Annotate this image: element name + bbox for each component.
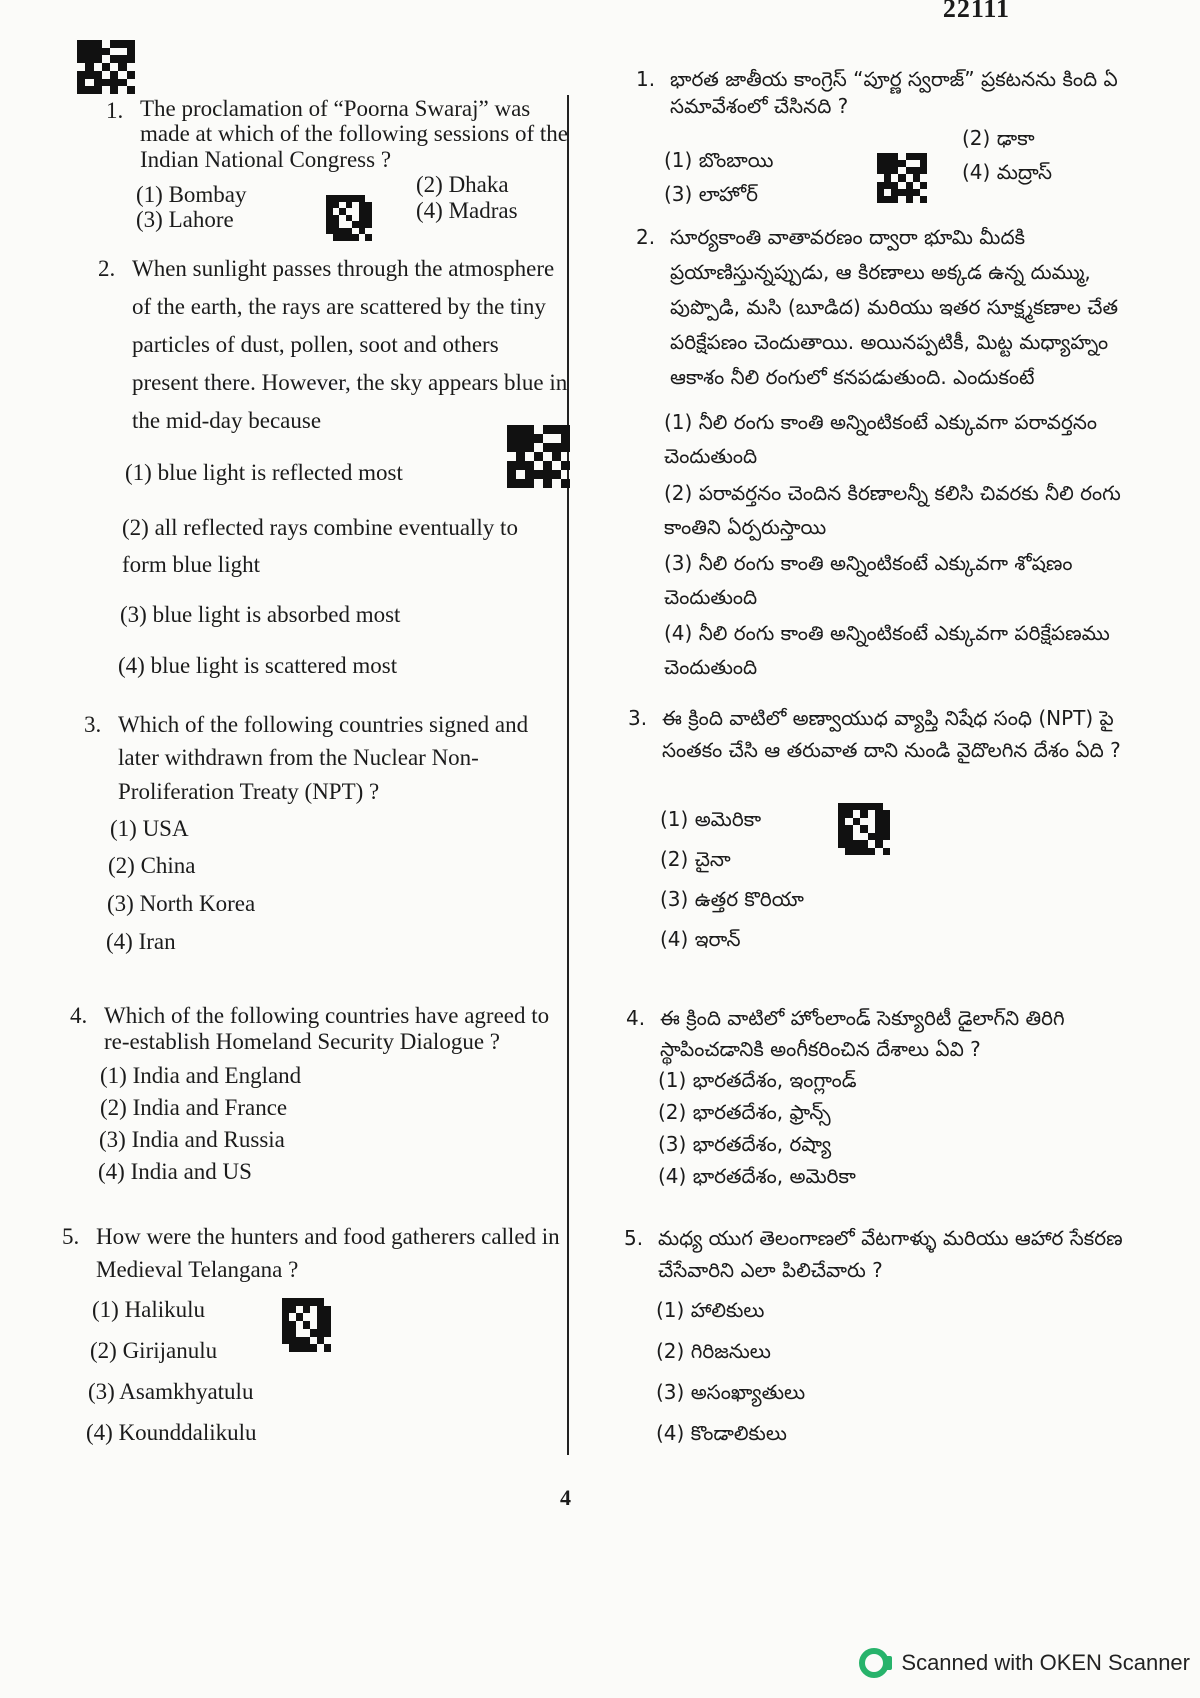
paper-code: 22111 [942, 0, 1010, 23]
en-q4-option-2: (2) India and France [100, 1095, 288, 1120]
te-q2-option-1: (1) నీలి రంగు కాంతి అన్నింటికంటే ఎక్కువగా పరావర్తనం చెందుతుంది [664, 410, 1097, 468]
question-text: ఈ క్రింది వాటిలో అణ్వాయుధ వ్యాప్తి నిషేధ సంధి (NPT) పై సంతకం చేసి ఆ తరువాత దాని నుండి వైదొలగిన దేశం ఏది ? [662, 706, 1121, 762]
en-q3-option-1: (1) USA [110, 816, 189, 841]
qr-code-icon [877, 153, 927, 203]
te-q3-option-1: (1) అమెరికా [660, 807, 762, 831]
qr-code-icon [838, 803, 890, 855]
question-text: The proclamation of “Poorna Swaraj” was made at which of the following sessions of the Indian National Congress ? [140, 96, 568, 172]
question-number: 5. [62, 1224, 80, 1249]
te-question-5 [624, 1222, 1129, 1286]
question-number: 3. [628, 706, 648, 730]
question-text: సూర్యకాంతి వాతావరణం ద్వారా భూమి మీదకి ప్రయాణిస్తున్నప్పుడు, ఆ కిరణాలు అక్కడ ఉన్న దుమ్ము, పుప్పొడి, మసి (బూడిద) మరియు ఇతర సూక్ష్మకణాల చేత పరిక్షేపణం చెందుతాయి. అయినప్పటికీ, మిట్ట మధ్యాహ్నం ఆకాశం నీలి రంగులో కనపడుతుంది. ఎందుకంటే [670, 225, 1119, 389]
te-q5-option-3: (3) అసంఖ్యాతులు [656, 1380, 806, 1404]
qr-code-icon [282, 1298, 331, 1352]
en-q3-option-4: (4) Iran [106, 929, 176, 954]
te-q2-option-3: (3) నీలి రంగు కాంతి అన్నింటికంటే ఎక్కువగా శోషణం చెందుతుంది [664, 551, 1073, 609]
oken-scanner-logo-icon [859, 1648, 889, 1678]
question-number: 2. [636, 225, 656, 249]
en-question-4 [70, 1003, 562, 1056]
te-q3-option-2: (2) చైనా [660, 847, 731, 871]
question-number: 3. [84, 712, 102, 737]
question-text: మధ్య యుగ తెలంగాణలో వేటగాళ్ళు మరియు ఆహార సేకరణ చేసేవారిని ఎలా పిలిచేవారు ? [658, 1226, 1123, 1282]
en-q4-option-1: (1) India and England [100, 1063, 302, 1088]
question-text: Which of the following countries signed and later withdrawn from the Nuclear Non-Proliferation Treaty (NPT) ? [118, 712, 529, 804]
question-text: భారత జాతీయ కాంగ్రెస్ “పూర్ణ స్వరాజ్” ప్రకటనను కింది ఏ సమావేశంలో చేసినది ? [670, 67, 1118, 118]
te-question-2 [636, 220, 1131, 395]
en-q3-option-3: (3) North Korea [107, 891, 256, 916]
question-number: 5. [624, 1226, 644, 1250]
question-number: 2. [98, 256, 116, 281]
en-question-2 [98, 250, 568, 440]
page-number: 4 [560, 1485, 571, 1510]
question-number: 1. [106, 98, 124, 123]
question-text: When sunlight passes through the atmosphere of the earth, the rays are scattered by the tiny particles of dust, pollen, soot and others present there. However, the sky appears blue in the mid-day because [132, 256, 568, 433]
en-q2-option-4: (4) blue light is scattered most [118, 653, 398, 678]
qr-code-icon [507, 425, 570, 488]
en-q5-option-3: (3) Asamkhyatulu [88, 1379, 254, 1404]
en-q2-option-3: (3) blue light is absorbed most [120, 602, 401, 627]
en-q2-option-1: (1) blue light is reflected most [125, 460, 403, 485]
en-q2-option-2: (2) all reflected rays combine eventually to form blue light [122, 515, 518, 577]
te-q5-option-2: (2) గిరిజనులు [656, 1339, 771, 1363]
te-q1-option-4: (4) మద్రాస్ [962, 160, 1053, 184]
te-q5-option-4: (4) కొండాలికులు [656, 1421, 787, 1445]
te-question-3 [628, 702, 1128, 766]
en-q4-option-4: (4) India and US [98, 1159, 252, 1184]
te-q1-option-1: (1) బొంబాయి [664, 148, 774, 172]
question-number: 1. [636, 67, 656, 91]
te-q2-option-2: (2) పరావర్తనం చెందిన కిరణాలన్నీ కలిసి చివరకు నీలి రంగు కాంతిని ఏర్పరుస్తాయి [664, 481, 1121, 539]
te-q1-option-2: (2) ఢాకా [962, 126, 1035, 150]
te-q3-option-4: (4) ఇరాన్ [660, 927, 741, 951]
question-text: How were the hunters and food gatherers called in Medieval Telangana ? [96, 1224, 560, 1283]
en-q5-option-4: (4) Kounddalikulu [86, 1420, 257, 1445]
question-number: 4. [70, 1003, 88, 1028]
te-q3-option-3: (3) ఉత్తర కొరియా [660, 887, 804, 911]
en-question-1 [106, 96, 571, 172]
te-q4-option-2: (2) భారతదేశం, ఫ్రాన్స్ [658, 1100, 831, 1124]
en-q1-option-3: (3) Lahore [136, 207, 234, 232]
question-number: 4. [626, 1006, 646, 1030]
en-q5-option-1: (1) Halikulu [92, 1297, 206, 1322]
te-q2-option-4: (4) నీలి రంగు కాంతి అన్నింటికంటే ఎక్కువగా పరిక్షేపణము చెందుతుంది [664, 621, 1110, 679]
te-q4-option-4: (4) భారతదేశం, అమెరికా [658, 1164, 856, 1188]
scanner-watermark [859, 1648, 1190, 1678]
te-question-1 [636, 66, 1131, 120]
en-q1-option-1: (1) Bombay [136, 182, 247, 207]
scanner-text: Scanned with OKEN Scanner [901, 1650, 1190, 1675]
en-q1-option-2: (2) Dhaka [416, 172, 509, 197]
en-q3-option-2: (2) China [108, 853, 196, 878]
en-q1-option-4: (4) Madras [416, 198, 518, 223]
te-q5-option-1: (1) హాలికులు [656, 1298, 765, 1322]
question-text: Which of the following countries have agreed to re-establish Homeland Security Dialogue ? [104, 1003, 550, 1055]
en-question-5 [62, 1220, 562, 1287]
qr-code-icon [77, 40, 135, 94]
en-question-3 [84, 708, 554, 808]
en-q5-option-2: (2) Girijanulu [90, 1338, 218, 1363]
te-q4-option-1: (1) భారతదేశం, ఇంగ్లాండ్ [658, 1068, 857, 1092]
te-question-4 [626, 1003, 1131, 1065]
question-text: ఈ క్రింది వాటిలో హోంలాండ్ సెక్యూరిటీ డైలాగ్‌ని తిరిగి స్థాపించడానికి అంగీకరించిన దేశాలు ఏవి ? [660, 1006, 1065, 1061]
te-q1-option-3: (3) లాహోర్ [664, 182, 758, 206]
qr-code-icon [326, 195, 372, 241]
te-q4-option-3: (3) భారతదేశం, రష్యా [658, 1132, 832, 1156]
en-q4-option-3: (3) India and Russia [99, 1127, 285, 1152]
